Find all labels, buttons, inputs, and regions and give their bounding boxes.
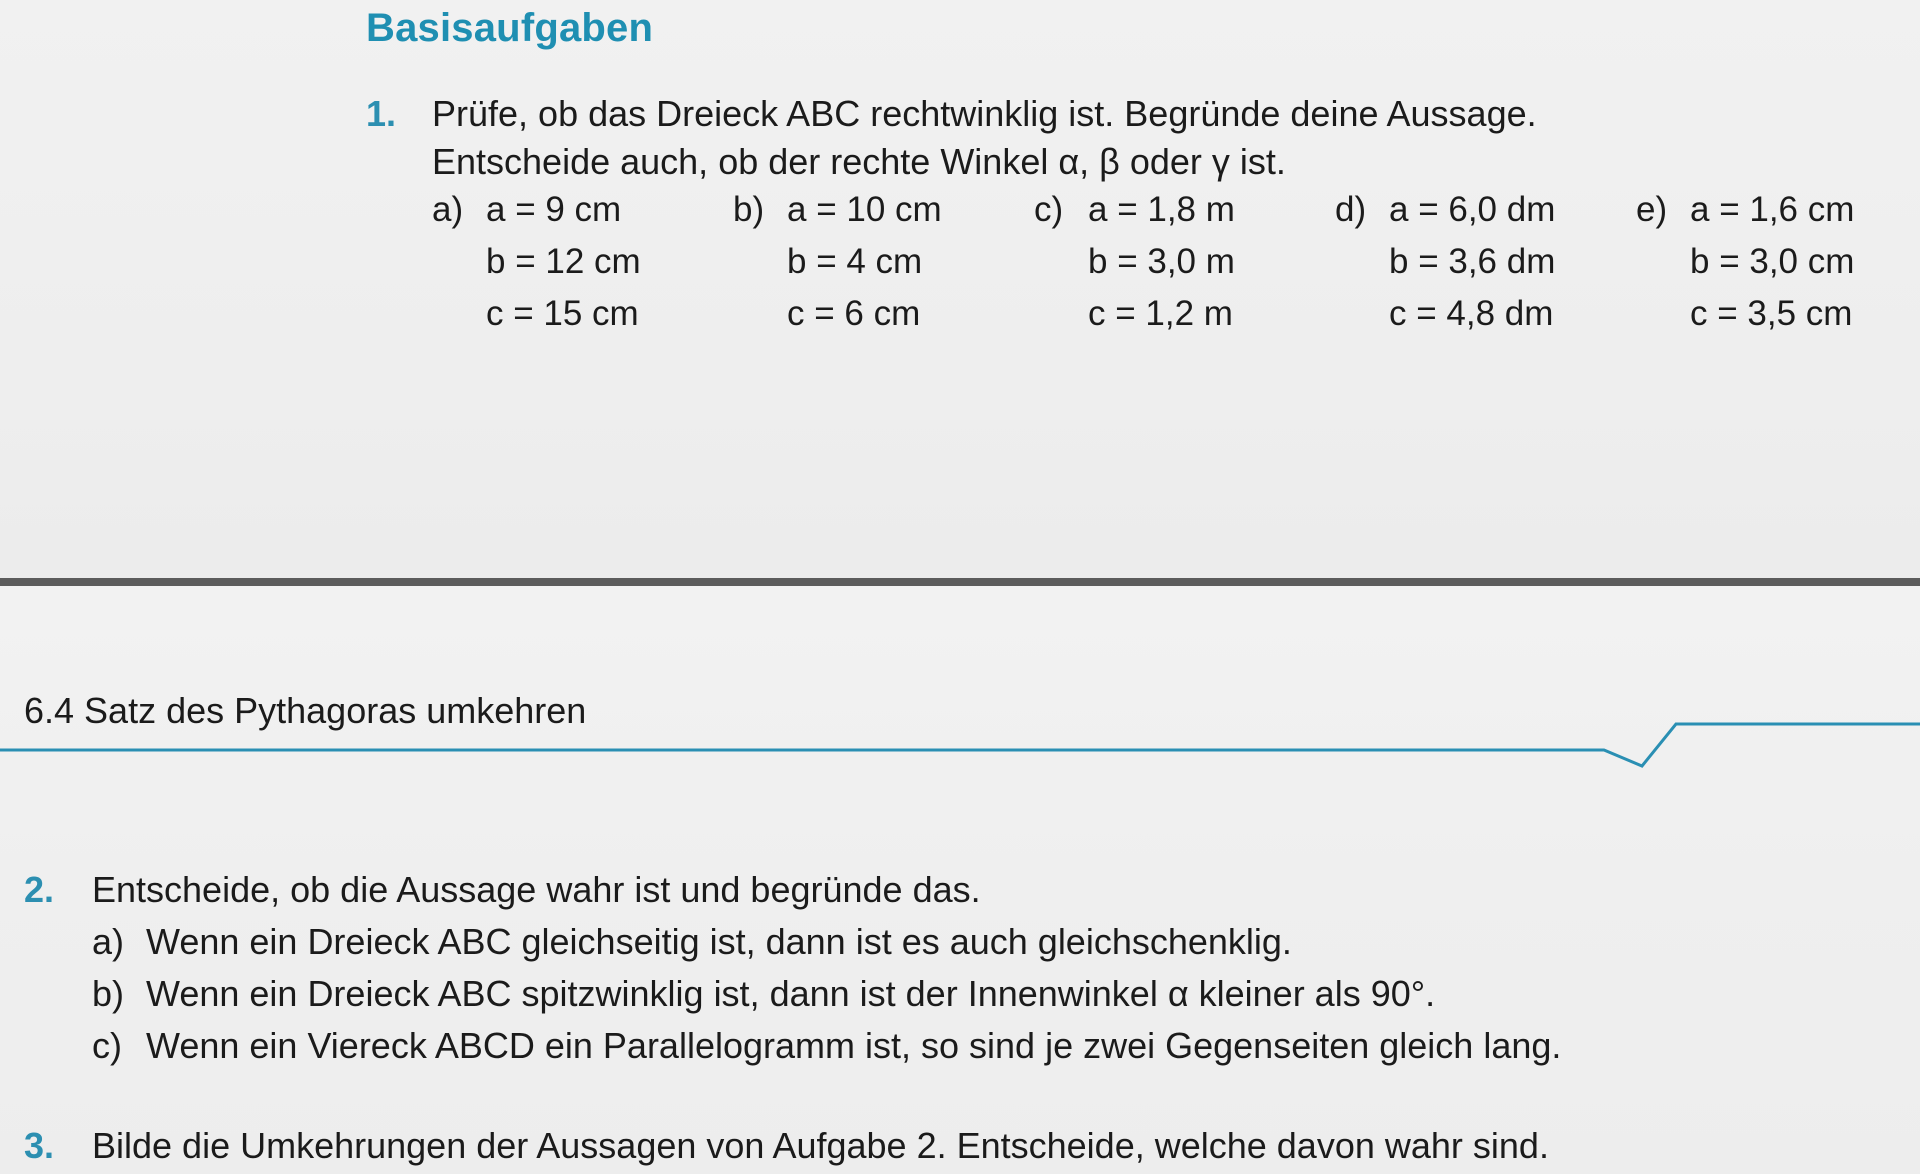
task-3-heading: Bilde die Umkehrungen der Aussagen von Aufgabe 2. Entscheide, welche davon wahr sind. xyxy=(92,1125,1549,1166)
subtask-value-c: c = 1,2 m xyxy=(1088,294,1233,333)
item-text: Wenn ein Viereck ABCD ein Parallelogramm ist, so sind je zwei Gegenseiten gleich lang. xyxy=(146,1025,1562,1066)
bleed-through-text xyxy=(1010,10,1018,44)
subtask-label: a) xyxy=(432,190,464,229)
subtask-value-a: a = 1,6 cm xyxy=(1690,190,1855,229)
subtask-label: e) xyxy=(1636,190,1668,229)
chapter-title: 6.4 Satz des Pythagoras umkehren xyxy=(24,690,587,731)
subtask-value-c: c = 6 cm xyxy=(787,294,921,333)
chapter-rule-line xyxy=(0,724,1920,766)
subtask-value-b: b = 3,0 m xyxy=(1088,242,1235,281)
subtask-value-b: b = 3,6 dm xyxy=(1389,242,1556,281)
task-2-heading: Entscheide, ob die Aussage wahr ist und begründe das. xyxy=(92,869,981,910)
task-2-number: 2. xyxy=(24,869,55,910)
subtask-value-b: b = 12 cm xyxy=(486,242,641,281)
scan-divider xyxy=(0,578,1920,586)
subtask-value-a: a = 9 cm xyxy=(486,190,622,229)
subtask-value-b: b = 3,0 cm xyxy=(1690,242,1855,281)
task-2-item-a xyxy=(92,918,1292,966)
subtask-value-a: a = 6,0 dm xyxy=(1389,190,1556,229)
task-1-line-1: Prüfe, ob das Dreieck ABC rechtwinklig ist. Begründe deine Aussage. xyxy=(432,93,1537,134)
section-heading: Basisaufgaben xyxy=(366,6,654,50)
subtask-value-b: b = 4 cm xyxy=(787,242,923,281)
item-text: Wenn ein Dreieck ABC gleichseitig ist, dann ist es auch gleichschenklig. xyxy=(146,921,1292,962)
task-2-item-c xyxy=(92,1022,1561,1070)
task-1-number: 1. xyxy=(366,93,397,134)
item-text: Wenn ein Dreieck ABC spitzwinklig ist, dann ist der Innenwinkel α kleiner als 90°. xyxy=(146,973,1436,1014)
task-1-line-2: Entscheide auch, ob der rechte Winkel α, β oder γ ist. xyxy=(432,141,1286,182)
subtask-value-c: c = 15 cm xyxy=(486,294,639,333)
subtask-label: d) xyxy=(1335,190,1367,229)
item-label: b) xyxy=(92,973,125,1014)
subtask-value-c: c = 3,5 cm xyxy=(1690,294,1853,333)
subtask-value-a: a = 10 cm xyxy=(787,190,942,229)
chapter-rule xyxy=(0,718,1920,778)
subtask-label: b) xyxy=(733,190,765,229)
subtask-label: c) xyxy=(1034,190,1064,229)
subtask-value-a: a = 1,8 m xyxy=(1088,190,1235,229)
task-3-number: 3. xyxy=(24,1125,55,1166)
subtask-value-c: c = 4,8 dm xyxy=(1389,294,1554,333)
item-label: a) xyxy=(92,921,125,962)
item-label: c) xyxy=(92,1025,122,1066)
task-1-subtasks xyxy=(432,190,1892,350)
task-2-item-b xyxy=(92,970,1435,1018)
